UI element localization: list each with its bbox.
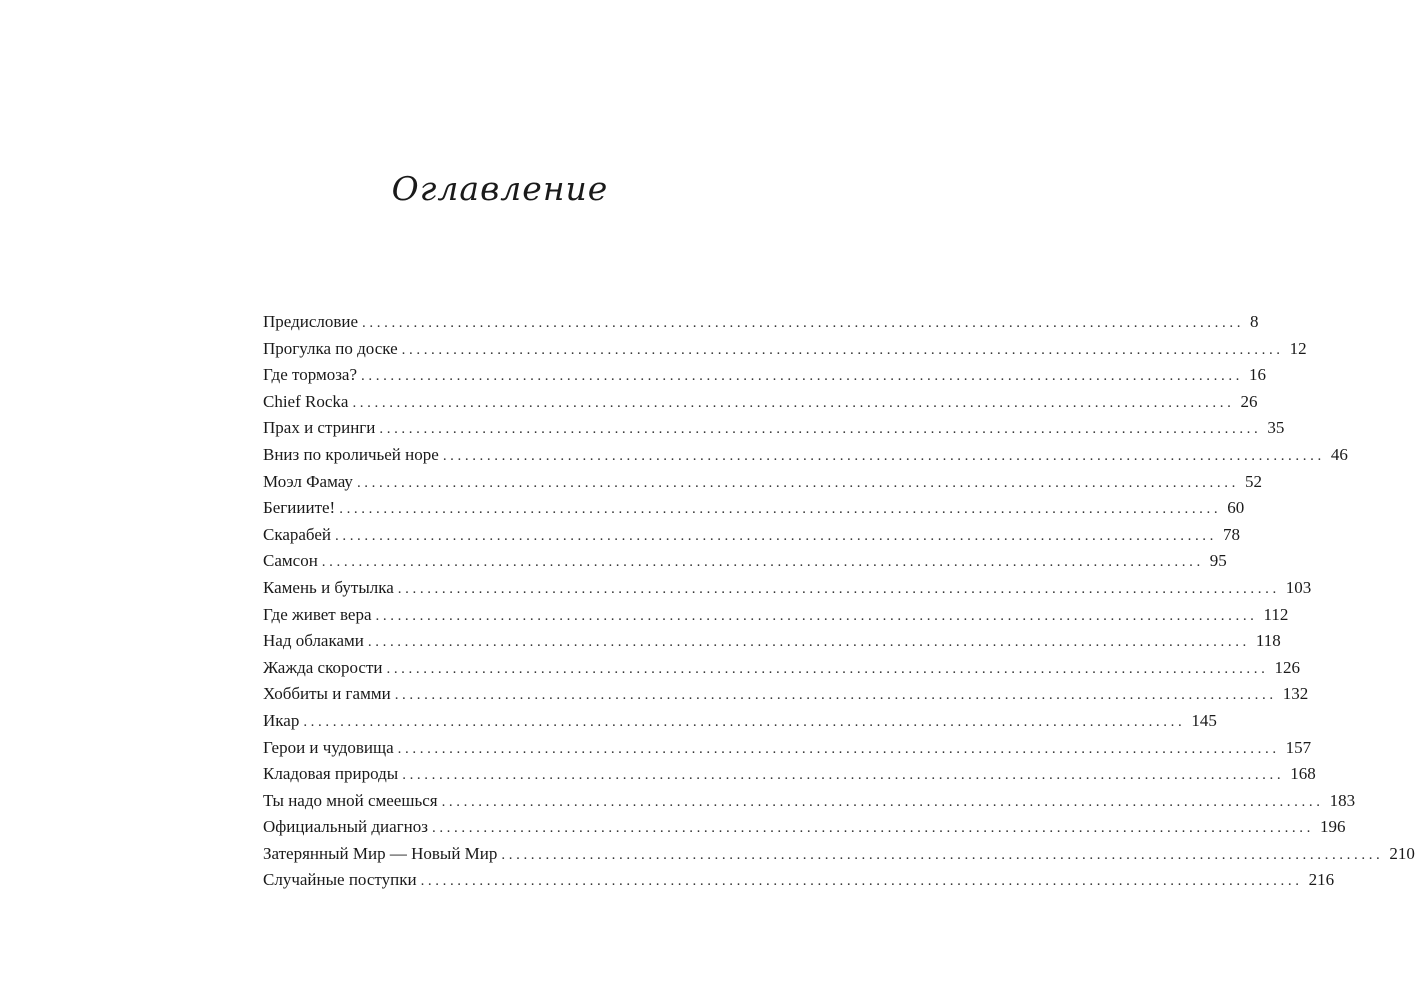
toc-entry-title: Затерянный Мир — Новый Мир <box>263 843 498 863</box>
toc-entry-page: 196 <box>1319 817 1346 837</box>
toc-entry <box>263 548 1227 575</box>
toc-entry <box>263 761 1316 788</box>
dot-leader: ........................................................................................................................ <box>441 793 1324 810</box>
toc-entry-page: 145 <box>1191 710 1217 730</box>
toc-entry <box>263 389 1258 416</box>
toc-entry <box>263 442 1348 469</box>
toc-entry-title: Скарабей <box>263 524 331 544</box>
toc-entry <box>263 841 1415 868</box>
dot-leader: ........................................................................................................................ <box>501 846 1384 863</box>
toc-entry-page: 103 <box>1285 577 1312 597</box>
toc-entry-page: 8 <box>1250 312 1259 331</box>
dot-leader: ........................................................................................................................ <box>339 501 1222 518</box>
toc-entry-title: Кладовая природы <box>263 764 399 784</box>
toc-entry-page: 35 <box>1267 418 1285 438</box>
toc-entry-title: Случайные поступки <box>263 870 417 890</box>
toc-entry-title: Самсон <box>263 551 318 571</box>
toc-entry-title: Где тормоза? <box>263 365 358 385</box>
toc-entry-page: 216 <box>1308 870 1335 890</box>
toc-entry-page: 157 <box>1285 737 1312 757</box>
dot-leader: ........................................................................................................................ <box>303 713 1186 730</box>
dot-leader: ........................................................................................................................ <box>321 554 1204 571</box>
dot-leader: ........................................................................................................................ <box>335 527 1217 544</box>
toc-entry <box>263 708 1217 735</box>
toc-entry <box>263 602 1289 629</box>
dot-leader: ........................................................................................................................ <box>375 607 1258 624</box>
toc-entry-page: 183 <box>1329 790 1356 810</box>
toc-entry-title: Прах и стринги <box>263 418 376 438</box>
toc-entry <box>263 575 1312 602</box>
toc-entry-page: 16 <box>1249 365 1267 385</box>
dot-leader: ........................................................................................................................ <box>352 394 1235 411</box>
toc-entry-title: Вниз по кроличьей норе <box>263 444 439 464</box>
toc-entry <box>263 867 1335 894</box>
toc-entry-title: Ты надо мной смеешься <box>263 790 438 810</box>
dot-leader: ........................................................................................................................ <box>379 421 1262 438</box>
toc-entry-title: Хоббиты и гамми <box>263 684 391 704</box>
dot-leader: ........................................................................................................................ <box>356 474 1239 491</box>
toc-entry <box>263 788 1356 815</box>
dot-leader: ........................................................................................................................ <box>420 873 1303 890</box>
toc-entry-title: Икар <box>263 710 300 730</box>
toc-entry <box>263 362 1267 389</box>
toc-entry-page: 12 <box>1289 338 1307 358</box>
toc-entry-page: 112 <box>1263 604 1289 624</box>
toc-entry-title: Где живет вера <box>263 604 372 624</box>
dot-leader: ........................................................................................................................ <box>394 687 1277 704</box>
toc-entry <box>263 336 1307 363</box>
dot-leader: ........................................................................................................................ <box>402 767 1285 784</box>
toc-entry-title: Камень и бутылка <box>263 577 394 597</box>
dot-leader: ........................................................................................................................ <box>397 580 1280 597</box>
toc-entry-title: Моэл Фамау <box>263 471 353 491</box>
toc-entry-title: Официальный диагноз <box>263 817 428 837</box>
toc-entry-page: 210 <box>1389 843 1415 863</box>
toc-entry <box>263 309 1259 336</box>
toc-entry-page: 132 <box>1282 684 1309 704</box>
toc-entry-title: Над облаками <box>263 631 364 651</box>
toc-entry-page: 95 <box>1209 551 1227 571</box>
dot-leader: ........................................................................................................................ <box>442 447 1325 464</box>
dot-leader: ........................................................................................................................ <box>367 634 1250 651</box>
table-of-contents <box>263 309 1415 894</box>
dot-leader: ........................................................................................................................ <box>401 341 1284 358</box>
toc-entry-page: 46 <box>1330 444 1348 464</box>
toc-entry <box>263 681 1309 708</box>
dot-leader: ........................................................................................................................ <box>361 368 1244 385</box>
toc-entry-page: 78 <box>1223 524 1240 544</box>
toc-entry-title: Жажда скорости <box>263 657 383 677</box>
toc-entry <box>263 735 1312 762</box>
dot-leader: ........................................................................................................................ <box>386 660 1269 677</box>
toc-entry-page: 60 <box>1227 498 1245 518</box>
toc-entry-page: 126 <box>1274 657 1300 677</box>
toc-entry-title: Прогулка по доске <box>263 338 398 358</box>
toc-entry <box>263 628 1281 655</box>
toc-entry <box>263 522 1240 549</box>
toc-entry-title: Бегииите! <box>263 498 336 518</box>
toc-entry-title: Предисловие <box>263 312 359 331</box>
toc-entry <box>263 814 1346 841</box>
toc-entry-page: 26 <box>1240 391 1258 411</box>
toc-entry-title: Герои и чудовища <box>263 737 394 757</box>
dot-leader: ........................................................................................................................ <box>431 820 1314 837</box>
dot-leader: ........................................................................................................................ <box>397 740 1280 757</box>
toc-entry <box>263 415 1285 442</box>
toc-entry-title: Chief Rocka <box>263 391 349 411</box>
page-title: Оглавление <box>391 169 609 208</box>
toc-entry <box>263 469 1262 496</box>
toc-entry-page: 52 <box>1244 471 1262 491</box>
toc-entry-page: 168 <box>1290 764 1316 784</box>
toc-entry <box>263 655 1300 682</box>
dot-leader: ........................................................................................................................ <box>362 315 1245 331</box>
toc-entry-page: 118 <box>1255 631 1281 651</box>
toc-entry <box>263 495 1245 522</box>
